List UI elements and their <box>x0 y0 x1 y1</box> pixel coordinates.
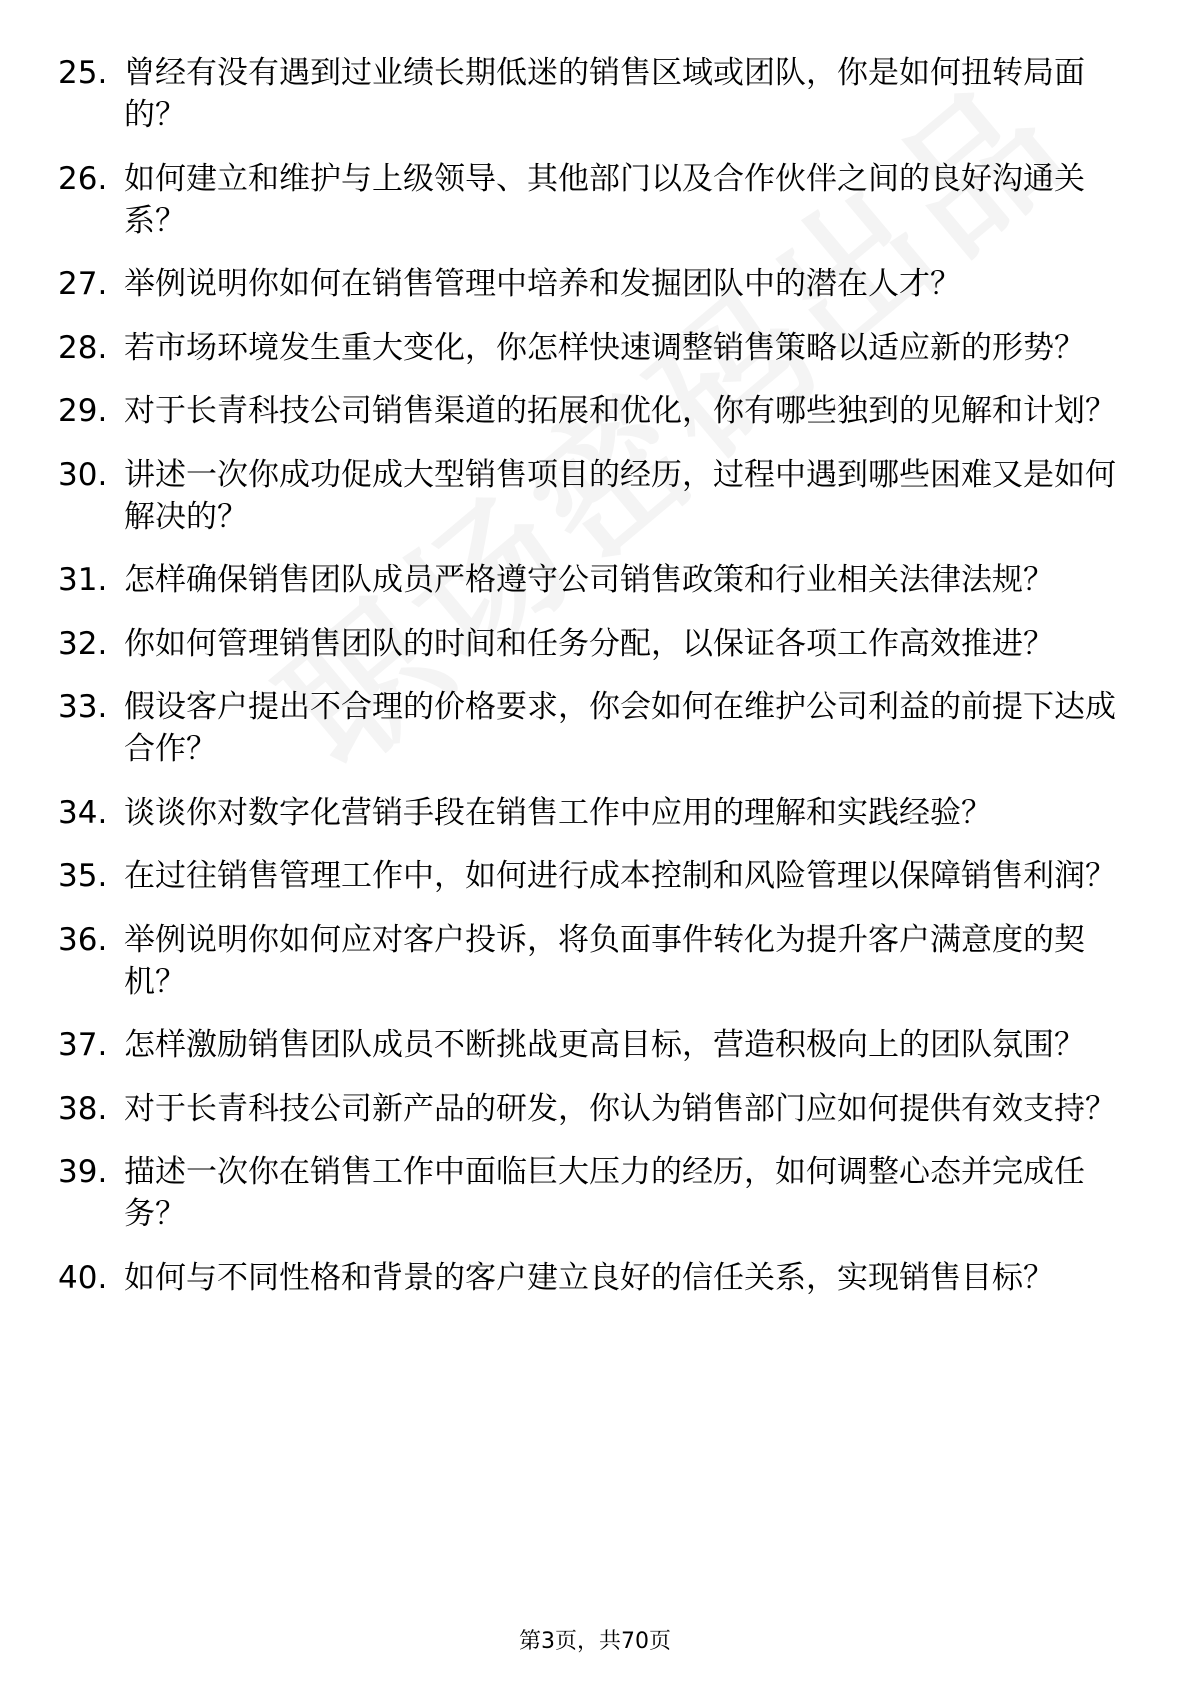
list-item <box>58 263 1138 305</box>
list-item <box>58 623 1138 665</box>
question-number: 26. <box>58 160 108 197</box>
question-number: 37. <box>58 1027 108 1063</box>
question-number: 30. <box>58 456 108 493</box>
list-item <box>58 792 1138 834</box>
question-text: 对于长青科技公司新产品的研发，你认为销售部门应如何提供有效支持？ <box>124 1090 1116 1127</box>
question-text: 举例说明你如何应对客户投诉，将负面事件转化为提升客户满意度的契机？ <box>124 921 1085 1000</box>
page-footer <box>0 1628 1190 1656</box>
question-number: 38. <box>58 1090 108 1127</box>
question-text: 假设客户提出不合理的价格要求，你会如何在维护公司利益的前提下达成合作？ <box>124 689 1116 767</box>
list-item <box>58 454 1138 538</box>
question-number: 36. <box>58 921 108 958</box>
question-number: 31. <box>58 562 108 598</box>
question-text: 讲述一次你成功促成大型销售项目的经历，过程中遇到哪些困难又是如何解决的？ <box>124 456 1116 535</box>
list-item <box>58 1088 1138 1130</box>
question-text: 如何建立和维护与上级领导、其他部门以及合作伙伴之间的良好沟通关系？ <box>124 160 1085 239</box>
question-number: 28. <box>58 329 108 366</box>
question-number: 29. <box>58 393 108 429</box>
question-number: 27. <box>58 266 108 302</box>
question-text: 举例说明你如何在销售管理中培养和发掘团队中的潜在人才？ <box>124 266 961 302</box>
list-item <box>58 559 1138 601</box>
question-text: 怎样激励销售团队成员不断挑战更高目标，营造积极向上的团队氛围？ <box>124 1027 1085 1063</box>
question-text: 对于长青科技公司销售渠道的拓展和优化，你有哪些独到的见解和计划？ <box>124 393 1116 429</box>
list-item <box>58 327 1138 369</box>
question-number: 35. <box>58 858 108 894</box>
question-text: 怎样确保销售团队成员严格遵守公司销售政策和行业相关法律法规？ <box>124 562 1054 598</box>
question-number: 25. <box>58 55 108 91</box>
list-item <box>58 390 1138 432</box>
page-number-label: 第3页，共70页 <box>519 1629 671 1654</box>
question-text: 如何与不同性格和背景的客户建立良好的信任关系，实现销售目标？ <box>124 1259 1054 1296</box>
list-item <box>58 855 1138 897</box>
list-item <box>58 158 1138 242</box>
question-number: 39. <box>58 1154 108 1190</box>
question-text: 描述一次你在销售工作中面临巨大压力的经历，如何调整心态并完成任务？ <box>124 1154 1085 1232</box>
list-item <box>58 919 1138 1003</box>
list-item <box>58 686 1138 770</box>
list-item <box>58 52 1138 136</box>
question-text: 你如何管理销售团队的时间和任务分配，以保证各项工作高效推进？ <box>124 625 1054 662</box>
question-number: 40. <box>58 1259 108 1296</box>
question-number: 32. <box>58 625 108 662</box>
question-text: 在过往销售管理工作中，如何进行成本控制和风险管理以保障销售利润？ <box>124 858 1116 894</box>
question-number: 34. <box>58 794 108 831</box>
list-item <box>58 1151 1138 1235</box>
list-item <box>58 1024 1138 1066</box>
question-number: 33. <box>58 689 108 725</box>
question-text: 谈谈你对数字化营销手段在销售工作中应用的理解和实践经验？ <box>124 794 992 831</box>
question-text: 若市场环境发生重大变化，你怎样快速调整销售策略以适应新的形势？ <box>124 329 1085 366</box>
list-item <box>58 1257 1138 1299</box>
question-list <box>58 52 1138 1320</box>
question-text: 曾经有没有遇到过业绩长期低迷的销售区域或团队，你是如何扭转局面的？ <box>124 55 1085 133</box>
